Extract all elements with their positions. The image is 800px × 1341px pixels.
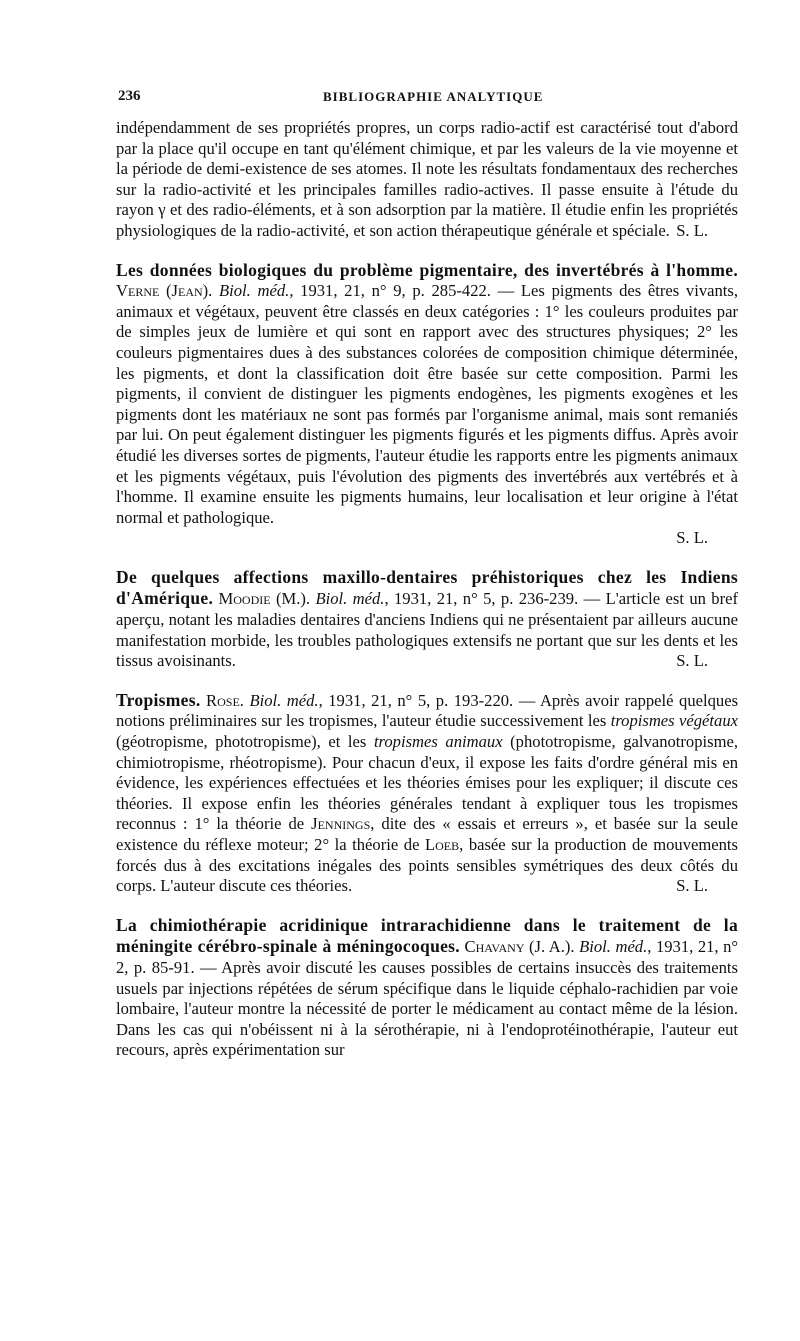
entry-chimiotherapie (116, 915, 738, 1061)
entry-journal: Biol. méd. (315, 589, 385, 609)
entry-title: La chimiothérapie acridinique intrarachidienne dans le traitement de la méningite cérébro-spinale à méningocoques. (116, 914, 738, 957)
entry-citation: , 1931, 21, n° 5, p. 193-220. — (318, 690, 536, 710)
continuation-text: indépendamment de ses propriétés propres, un corps radio-actif est caractérisé tout d'abord par la place qu'il occupe en tant qu'élément chimique, et par les valeurs de la vie moyenne et la période de demi-existence de ses atomes. Il note les résultats fondamentaux des recherches sur la radio-activité et les principales familles radio-actives. Il passe ensuite à l'étude du rayon γ et des radio-éléments, et à son adsorption par la matière. Il étudie enfin les propriétés physiologiques de la radio-activité, et son action thérapeutique générale et spéciale. (116, 118, 738, 240)
entry-pigmentaire (116, 260, 738, 549)
entry-abstract-italic: tropismes végétaux (610, 711, 738, 731)
entry-abstract: (phototropisme, galvanotropisme, chimiotropisme, rhéotropisme). Pour chacun d'eux, il expose les faits d'ordre général mis en évidence, les expériences effectuées et les théories émises pour les expliquer; il discute ces théories. Il expose enfin les théories générales tendant à expliquer tous les tropismes reconnus : 1° la théorie de (116, 732, 739, 834)
entry-abstract: Après avoir discuté les causes possibles de certains insuccès des traitements usuels par injections répétées de sérum spécifique dans le liquide céphalo-rachidien par voie lombaire, l'auteur montre la nécessité de porter le médicament au contact même de la lésion. Dans les cas qui n'obéissent ni à la sérothérapie, ni à l'endoprotéinothérapie, l'auteur eut recours, après expérimentation sur (116, 957, 739, 1060)
continuation-paragraph (116, 118, 738, 242)
running-title: BIBLIOGRAPHIE ANALYTIQUE (323, 89, 544, 104)
entry-title: Les données biologiques du problème pigmentaire, des invertébrés à l'homme. (116, 259, 738, 280)
entry-author: Chavany (J. A.). (464, 937, 575, 957)
entry-title: De quelques affections maxillo-dentaires préhistoriques chez les Indiens d'Amérique. (116, 566, 738, 609)
cited-author: Loeb (424, 835, 460, 854)
entry-author: Moodie (M.). (218, 589, 311, 609)
entry-abstract: Après avoir rappelé quelques notions préliminaires sur les tropismes, l'auteur étudie successivement les (116, 690, 739, 731)
signature: S. L. (676, 876, 708, 896)
entry-maxillo-dentaires (116, 567, 738, 672)
running-head (118, 88, 738, 110)
signature: S. L. (676, 651, 708, 671)
page-body (116, 118, 738, 1061)
entry-abstract: , dite des « essais et erreurs », et basée sur la seule existence du réflexe moteur; 2° la théorie de (116, 814, 738, 854)
entry-journal: Biol. méd. (219, 281, 290, 301)
entry-abstract: Les pigments des êtres vivants, animaux et végétaux, peuvent être classés en deux catégories : 1° les couleurs produites par de simples jeux de lumière et qui sont en rapport avec des structures physiques; 2° les couleurs pigmentaires dues à des substances colorées de composition chimique déterminée, les pigments, et dont la classification doit être basée sur cette composition. Parmi les pigments, il convient de distinguer les pigments endogènes, les pigments exogènes et les pigments dont les matériaux ne sont pas formés par l'organisme animal, mais sont remaniés par lui. On peut également distinguer les pigments figurés et les pigments diffus. Après avoir étudié les diverses sortes de pigments, l'auteur étudie les rapports entre les pigments animaux et les pigments végétaux, puis l'évolution des pigments des invertébrés aux vertébrés et à l'homme. Il examine ensuite les pigments humains, leur localisation et leur origine à l'état normal et pathologique. (116, 281, 738, 527)
entry-citation: , 1931, 21, n° 5, p. 236-239. — (384, 589, 601, 609)
cited-author: Jennings (311, 814, 371, 834)
entry-abstract: (géotropisme, phototropisme), et les (116, 732, 367, 752)
entry-title: Tropismes. (116, 689, 201, 710)
entry-citation: , 1931, 21, n° 9, p. 285-422. — (289, 281, 515, 301)
page-number: 236 (118, 88, 141, 104)
entry-author: Rose. (206, 690, 244, 710)
signature: S. L. (676, 528, 708, 548)
entry-abstract-italic: tropismes animaux (373, 732, 503, 752)
entry-abstract: L'article est un bref aperçu, notant les maladies dentaires d'anciens Indiens qui ne présentaient par ailleurs aucune manifestation morbide, les troubles pathologiques extensifs ne portant que sur les dents et les tissus avoisinants. (116, 589, 739, 671)
signature: S. L. (676, 220, 708, 240)
entry-journal: Biol. méd. (249, 690, 319, 710)
entry-citation: , 1931, 21, n° 2, p. 85-91. — (116, 937, 739, 977)
entry-author: Verne (Jean). (116, 281, 213, 301)
entry-journal: Biol. méd. (579, 937, 648, 957)
entry-tropismes (116, 690, 738, 897)
entry-abstract: , basée sur la production de mouvements forcés dus à des excitations inégales des points sensibles symétriques des deux côtés du corps. L'auteur discute ces théories. (116, 835, 738, 896)
